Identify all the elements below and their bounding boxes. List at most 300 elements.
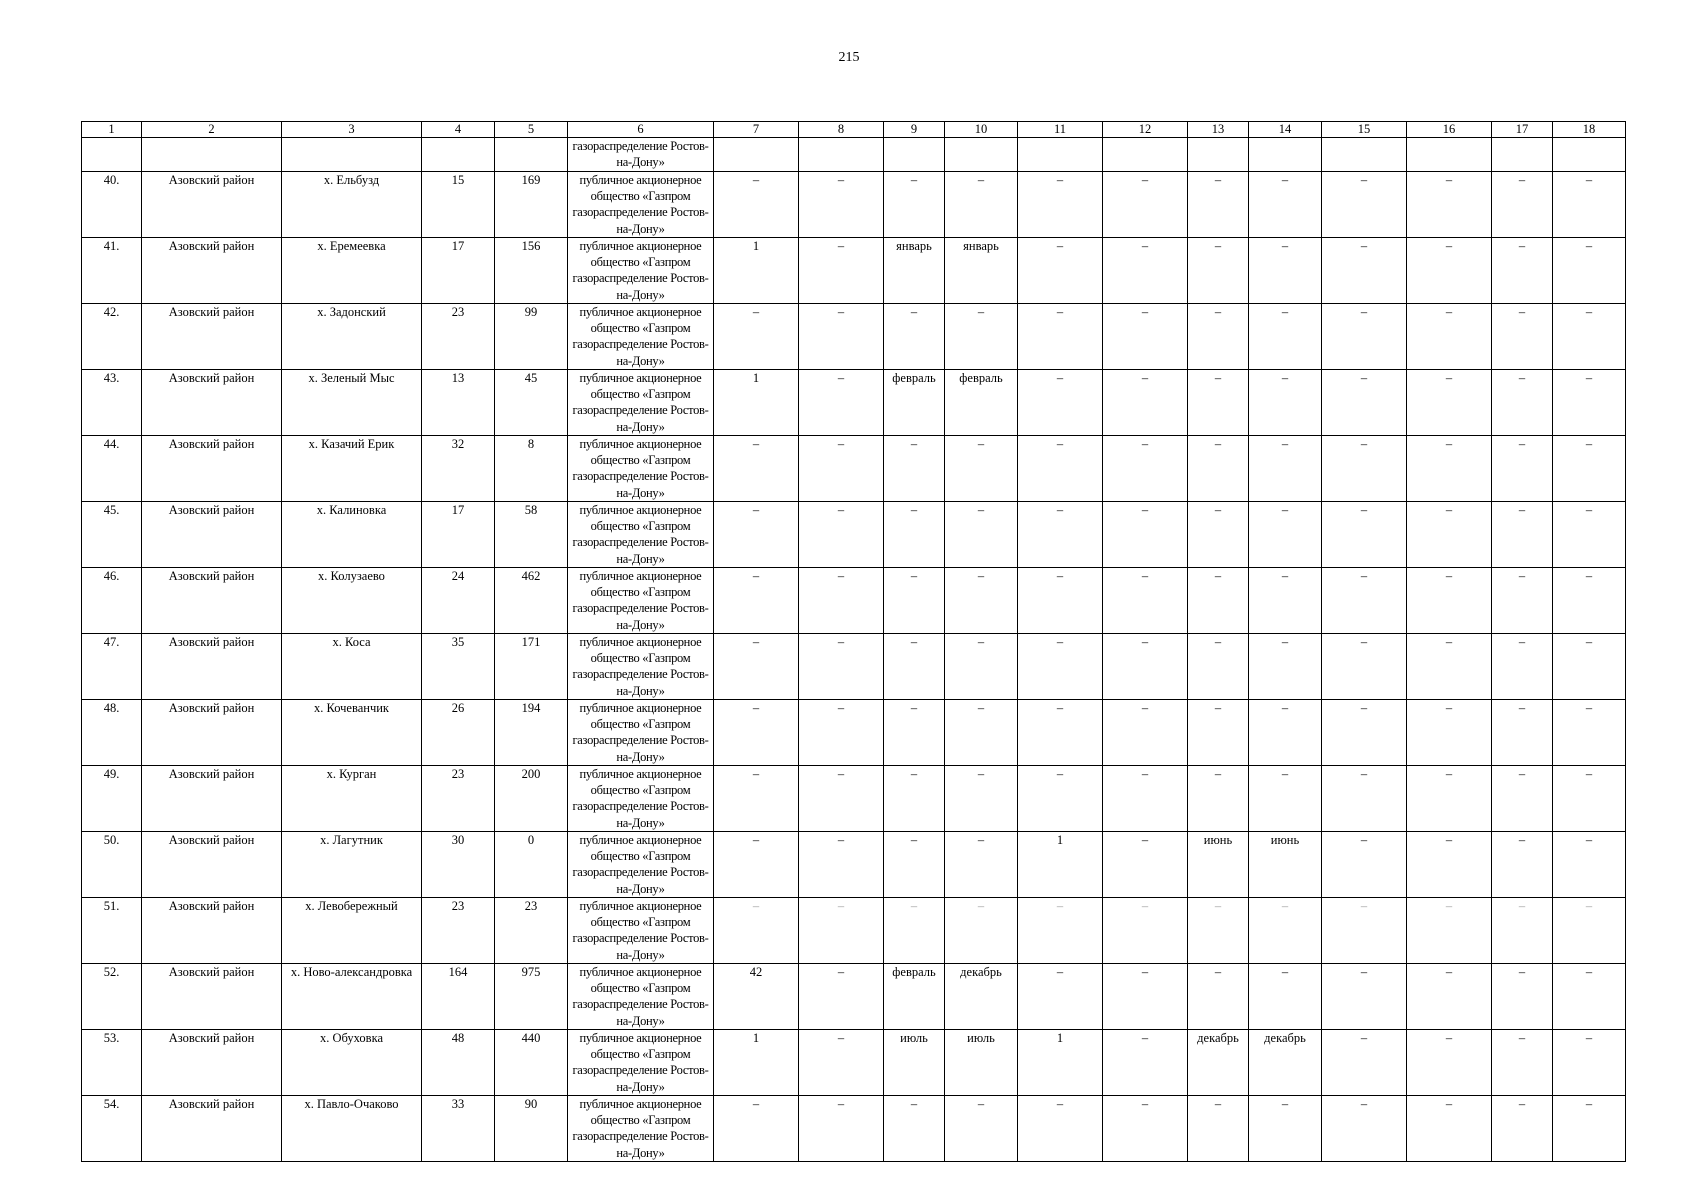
table-cell: 17 [422, 238, 495, 304]
table-cell: – [945, 634, 1018, 700]
table-cell: – [1249, 502, 1322, 568]
table-cell: – [1322, 370, 1407, 436]
table-cell: – [945, 304, 1018, 370]
table-cell: – [884, 568, 945, 634]
table-cell: 24 [422, 568, 495, 634]
table-cell: 8 [495, 436, 568, 502]
organization-cell: публичное акционерное общество «Газпром газораспределение Ростов-на-Дону» [568, 898, 714, 964]
table-cell: – [799, 304, 884, 370]
column-header-7: 7 [714, 122, 799, 138]
table-cell: – [799, 172, 884, 238]
table-cell: – [1492, 1096, 1553, 1162]
table-body [82, 138, 1626, 1162]
table-cell: – [1492, 304, 1553, 370]
table-cell: – [1018, 238, 1103, 304]
district-cell: Азовский район [142, 568, 282, 634]
table-cell: 45 [495, 370, 568, 436]
table-row [82, 700, 1626, 766]
table-cell: – [945, 172, 1018, 238]
table-cell: – [1553, 898, 1626, 964]
table-cell: – [1018, 370, 1103, 436]
table-cell [884, 138, 945, 172]
table-cell: 0 [495, 832, 568, 898]
table-cell: – [714, 700, 799, 766]
table-cell: – [799, 1030, 884, 1096]
table-cell: – [1322, 1030, 1407, 1096]
column-header-13: 13 [1188, 122, 1249, 138]
organization-cell: публичное акционерное общество «Газпром газораспределение Ростов-на-Дону» [568, 568, 714, 634]
table-cell: – [1103, 1030, 1188, 1096]
district-cell: Азовский район [142, 1096, 282, 1162]
continuation-row [82, 138, 1626, 172]
table-cell: декабрь [945, 964, 1018, 1030]
table-cell: – [884, 304, 945, 370]
column-header-2: 2 [142, 122, 282, 138]
table-cell: – [945, 436, 1018, 502]
organization-cell: публичное акционерное общество «Газпром газораспределение Ростов-на-Дону» [568, 1030, 714, 1096]
table-cell: июль [884, 1030, 945, 1096]
table-cell [422, 138, 495, 172]
column-header-10: 10 [945, 122, 1018, 138]
table-cell: – [1188, 172, 1249, 238]
table-cell: 35 [422, 634, 495, 700]
organization-cell: публичное акционерное общество «Газпром газораспределение Ростов-на-Дону» [568, 172, 714, 238]
table-cell: – [1553, 238, 1626, 304]
table-cell: – [799, 964, 884, 1030]
column-header-8: 8 [799, 122, 884, 138]
table-cell: – [884, 634, 945, 700]
table-cell: – [1103, 436, 1188, 502]
table-cell: 58 [495, 502, 568, 568]
table-cell: июль [945, 1030, 1018, 1096]
table-cell: – [799, 568, 884, 634]
column-header-12: 12 [1103, 122, 1188, 138]
table-cell: – [1492, 436, 1553, 502]
table-cell: – [714, 832, 799, 898]
table-row [82, 568, 1626, 634]
table-cell: 23 [422, 766, 495, 832]
table-cell [1018, 138, 1103, 172]
table-cell: – [1492, 568, 1553, 634]
table-cell: – [1188, 370, 1249, 436]
table-cell: – [1018, 172, 1103, 238]
table-cell: – [1553, 502, 1626, 568]
table-cell: – [714, 898, 799, 964]
table-cell: февраль [884, 964, 945, 1030]
table-cell: – [884, 898, 945, 964]
table-cell: – [1322, 634, 1407, 700]
table-cell: 164 [422, 964, 495, 1030]
table-row [82, 898, 1626, 964]
column-header-5: 5 [495, 122, 568, 138]
table-cell: – [1553, 436, 1626, 502]
table-cell: – [1188, 700, 1249, 766]
row-number: 41. [82, 238, 142, 304]
district-cell: Азовский район [142, 700, 282, 766]
table-cell: – [1188, 304, 1249, 370]
table-cell: – [799, 898, 884, 964]
table-cell: – [1553, 634, 1626, 700]
organization-cell: публичное акционерное общество «Газпром газораспределение Ростов-на-Дону» [568, 700, 714, 766]
table-cell: 23 [422, 304, 495, 370]
table-cell [1322, 138, 1407, 172]
locality-cell: х. Лагутник [282, 832, 422, 898]
column-header-6: 6 [568, 122, 714, 138]
page-number: 215 [838, 50, 860, 65]
table-cell: 42 [714, 964, 799, 1030]
table-cell: – [1188, 766, 1249, 832]
table-cell [1553, 138, 1626, 172]
table-cell: 48 [422, 1030, 495, 1096]
organization-cell: публичное акционерное общество «Газпром газораспределение Ростов-на-Дону» [568, 304, 714, 370]
table-cell: – [1188, 502, 1249, 568]
table-cell: – [1249, 370, 1322, 436]
table-cell: – [714, 436, 799, 502]
table-cell: – [1407, 238, 1492, 304]
table-cell: – [1103, 832, 1188, 898]
locality-cell: х. Курган [282, 766, 422, 832]
table-cell: – [799, 766, 884, 832]
table-cell: – [1492, 964, 1553, 1030]
table-cell: – [1103, 238, 1188, 304]
table-cell: – [1103, 304, 1188, 370]
table-row [82, 832, 1626, 898]
table-cell: – [1407, 304, 1492, 370]
district-cell: Азовский район [142, 634, 282, 700]
table-cell: – [1407, 1096, 1492, 1162]
table-cell: – [1407, 1030, 1492, 1096]
table-cell [1249, 138, 1322, 172]
table-cell: – [1249, 568, 1322, 634]
table-cell: 169 [495, 172, 568, 238]
column-header-3: 3 [282, 122, 422, 138]
table-cell: 156 [495, 238, 568, 304]
table-row [82, 1030, 1626, 1096]
table-cell [799, 138, 884, 172]
table-cell [1188, 138, 1249, 172]
table-cell: – [1018, 436, 1103, 502]
table-cell: – [1553, 304, 1626, 370]
table-cell: – [1322, 700, 1407, 766]
table-cell [282, 138, 422, 172]
table-cell: – [1407, 964, 1492, 1030]
table-cell: – [1407, 898, 1492, 964]
table-cell: – [1188, 964, 1249, 1030]
column-header-15: 15 [1322, 122, 1407, 138]
row-number: 52. [82, 964, 142, 1030]
row-number: 47. [82, 634, 142, 700]
table-cell: – [1553, 964, 1626, 1030]
table-cell: – [799, 238, 884, 304]
district-cell: Азовский район [142, 304, 282, 370]
table-cell: – [1249, 700, 1322, 766]
gasification-schedule-table [81, 121, 1626, 1162]
table-cell: – [1553, 568, 1626, 634]
table-cell: – [799, 832, 884, 898]
table-row [82, 964, 1626, 1030]
table-cell: – [1188, 1096, 1249, 1162]
table-cell: – [1188, 898, 1249, 964]
table-cell: 440 [495, 1030, 568, 1096]
table-cell: – [1492, 832, 1553, 898]
table-cell: – [1492, 700, 1553, 766]
table-row [82, 766, 1626, 832]
table-cell: – [799, 370, 884, 436]
table-cell: – [884, 436, 945, 502]
table-cell: 200 [495, 766, 568, 832]
locality-cell: х. Павло-Очаково [282, 1096, 422, 1162]
table-cell: – [1492, 1030, 1553, 1096]
table-cell: декабрь [1249, 1030, 1322, 1096]
table-cell: – [714, 634, 799, 700]
table-cell: – [884, 832, 945, 898]
table-cell: – [799, 502, 884, 568]
table-cell: 17 [422, 502, 495, 568]
locality-cell: х. Колузаево [282, 568, 422, 634]
row-number: 48. [82, 700, 142, 766]
table-cell: 13 [422, 370, 495, 436]
table-cell: 1 [714, 1030, 799, 1096]
table-header [82, 122, 1626, 138]
table-cell: – [1553, 1096, 1626, 1162]
column-header-11: 11 [1018, 122, 1103, 138]
table-row [82, 634, 1626, 700]
table-cell: – [884, 172, 945, 238]
table-cell: 32 [422, 436, 495, 502]
locality-cell: х. Казачий Ерик [282, 436, 422, 502]
table-cell: – [1492, 370, 1553, 436]
table-cell: 1 [714, 370, 799, 436]
row-number: 50. [82, 832, 142, 898]
table-cell: – [1018, 634, 1103, 700]
table-cell: – [1103, 700, 1188, 766]
table-cell: – [1103, 1096, 1188, 1162]
organization-cell: публичное акционерное общество «Газпром газораспределение Ростов-на-Дону» [568, 634, 714, 700]
table-cell: – [1188, 238, 1249, 304]
table-cell: – [1407, 172, 1492, 238]
row-number: 45. [82, 502, 142, 568]
table-cell: – [884, 1096, 945, 1162]
table-cell: – [1322, 898, 1407, 964]
organization-cell: публичное акционерное общество «Газпром газораспределение Ростов-на-Дону» [568, 436, 714, 502]
locality-cell: х. Зеленый Мыс [282, 370, 422, 436]
column-header-14: 14 [1249, 122, 1322, 138]
table-cell: 99 [495, 304, 568, 370]
table-cell: газораспределение Ростов-на-Дону» [568, 138, 714, 172]
table-cell: – [799, 700, 884, 766]
table-cell: – [945, 898, 1018, 964]
column-header-9: 9 [884, 122, 945, 138]
table-cell: – [945, 1096, 1018, 1162]
table-cell: – [1492, 238, 1553, 304]
table-cell: – [1018, 700, 1103, 766]
table-cell: – [1249, 1096, 1322, 1162]
organization-cell: публичное акционерное общество «Газпром газораспределение Ростов-на-Дону» [568, 502, 714, 568]
locality-cell: х. Задонский [282, 304, 422, 370]
district-cell: Азовский район [142, 238, 282, 304]
table-cell: – [884, 766, 945, 832]
table-cell: – [714, 1096, 799, 1162]
table-cell: – [945, 700, 1018, 766]
table-cell: – [1188, 436, 1249, 502]
table-cell: – [1492, 898, 1553, 964]
table-cell: – [714, 502, 799, 568]
column-header-4: 4 [422, 122, 495, 138]
table-cell: 171 [495, 634, 568, 700]
table-cell: – [1407, 766, 1492, 832]
table-cell: – [1492, 502, 1553, 568]
row-number: 46. [82, 568, 142, 634]
table-cell: 1 [1018, 1030, 1103, 1096]
table-cell: 194 [495, 700, 568, 766]
table-cell: – [945, 568, 1018, 634]
table-cell [1492, 138, 1553, 172]
table-cell: – [1249, 766, 1322, 832]
table-cell: – [945, 832, 1018, 898]
table-cell: – [1407, 832, 1492, 898]
table-cell: – [1018, 568, 1103, 634]
table-cell: – [1103, 172, 1188, 238]
locality-cell: х. Ельбузд [282, 172, 422, 238]
table-cell: 90 [495, 1096, 568, 1162]
row-number: 54. [82, 1096, 142, 1162]
table-cell: – [1407, 700, 1492, 766]
table-row [82, 1096, 1626, 1162]
table-cell: – [1492, 766, 1553, 832]
table-cell: – [1553, 1030, 1626, 1096]
table-cell [1103, 138, 1188, 172]
table-cell: – [1407, 634, 1492, 700]
table-cell: – [714, 172, 799, 238]
table-cell: – [1553, 700, 1626, 766]
table-cell: – [1407, 502, 1492, 568]
table-cell: – [1322, 568, 1407, 634]
table-cell: – [1322, 238, 1407, 304]
table-cell: – [1553, 766, 1626, 832]
table-cell: – [884, 700, 945, 766]
table-cell: 1 [1018, 832, 1103, 898]
district-cell: Азовский район [142, 766, 282, 832]
table-cell: – [1249, 898, 1322, 964]
locality-cell: х. Еремеевка [282, 238, 422, 304]
table-cell: – [1103, 766, 1188, 832]
table-cell: – [714, 766, 799, 832]
table-cell: – [1322, 964, 1407, 1030]
table-cell: июнь [1188, 832, 1249, 898]
table-cell: – [1018, 304, 1103, 370]
table-cell: – [714, 568, 799, 634]
table-cell: – [1322, 832, 1407, 898]
district-cell: Азовский район [142, 832, 282, 898]
table-cell: – [1103, 964, 1188, 1030]
table-cell: – [1018, 898, 1103, 964]
table-cell: – [1407, 436, 1492, 502]
table-cell: – [1103, 634, 1188, 700]
table-cell: – [945, 766, 1018, 832]
table-cell: – [1249, 172, 1322, 238]
table-cell: 15 [422, 172, 495, 238]
locality-cell: х. Ново-александровка [282, 964, 422, 1030]
table-cell: – [1103, 502, 1188, 568]
row-number: 44. [82, 436, 142, 502]
table-cell [82, 138, 142, 172]
organization-cell: публичное акционерное общество «Газпром газораспределение Ростов-на-Дону» [568, 238, 714, 304]
table-row [82, 304, 1626, 370]
table-cell: 462 [495, 568, 568, 634]
table-row [82, 502, 1626, 568]
table-cell: декабрь [1188, 1030, 1249, 1096]
locality-cell: х. Кочеванчик [282, 700, 422, 766]
table-cell: – [1322, 502, 1407, 568]
table-row [82, 238, 1626, 304]
row-number: 51. [82, 898, 142, 964]
table-cell: – [799, 634, 884, 700]
table-cell: – [1249, 436, 1322, 502]
table-cell: – [799, 436, 884, 502]
locality-cell: х. Коса [282, 634, 422, 700]
table-cell: – [1322, 1096, 1407, 1162]
table-cell: – [1553, 370, 1626, 436]
locality-cell: х. Обуховка [282, 1030, 422, 1096]
district-cell: Азовский район [142, 370, 282, 436]
table-cell: 975 [495, 964, 568, 1030]
table-cell [495, 138, 568, 172]
table-cell: – [1249, 238, 1322, 304]
table-cell: – [1492, 172, 1553, 238]
column-header-16: 16 [1407, 122, 1492, 138]
table-cell: – [1018, 1096, 1103, 1162]
table-cell: – [1322, 172, 1407, 238]
table-cell: – [1018, 502, 1103, 568]
table-cell: – [1188, 568, 1249, 634]
row-number: 49. [82, 766, 142, 832]
table-cell: февраль [884, 370, 945, 436]
table-cell [142, 138, 282, 172]
table-cell: – [1322, 436, 1407, 502]
organization-cell: публичное акционерное общество «Газпром газораспределение Ростов-на-Дону» [568, 1096, 714, 1162]
table-cell: – [1103, 898, 1188, 964]
table-cell: – [1103, 568, 1188, 634]
organization-cell: публичное акционерное общество «Газпром газораспределение Ростов-на-Дону» [568, 964, 714, 1030]
table-cell: – [1249, 634, 1322, 700]
table-cell: – [884, 502, 945, 568]
row-number: 53. [82, 1030, 142, 1096]
district-cell: Азовский район [142, 172, 282, 238]
district-cell: Азовский район [142, 436, 282, 502]
row-number: 40. [82, 172, 142, 238]
table-cell: – [1407, 370, 1492, 436]
table-cell: июнь [1249, 832, 1322, 898]
table-cell: 33 [422, 1096, 495, 1162]
district-cell: Азовский район [142, 502, 282, 568]
table-cell: – [1249, 964, 1322, 1030]
table-row [82, 436, 1626, 502]
table-cell: – [1407, 568, 1492, 634]
row-number: 43. [82, 370, 142, 436]
organization-cell: публичное акционерное общество «Газпром газораспределение Ростов-на-Дону» [568, 766, 714, 832]
table-cell: – [1018, 766, 1103, 832]
table-row [82, 370, 1626, 436]
table-cell: 1 [714, 238, 799, 304]
table-cell: 30 [422, 832, 495, 898]
table-cell [714, 138, 799, 172]
table-cell: – [1322, 766, 1407, 832]
table-cell: – [1322, 304, 1407, 370]
organization-cell: публичное акционерное общество «Газпром газораспределение Ростов-на-Дону» [568, 370, 714, 436]
header-row [82, 122, 1626, 138]
table-cell: – [1553, 172, 1626, 238]
table-cell: февраль [945, 370, 1018, 436]
